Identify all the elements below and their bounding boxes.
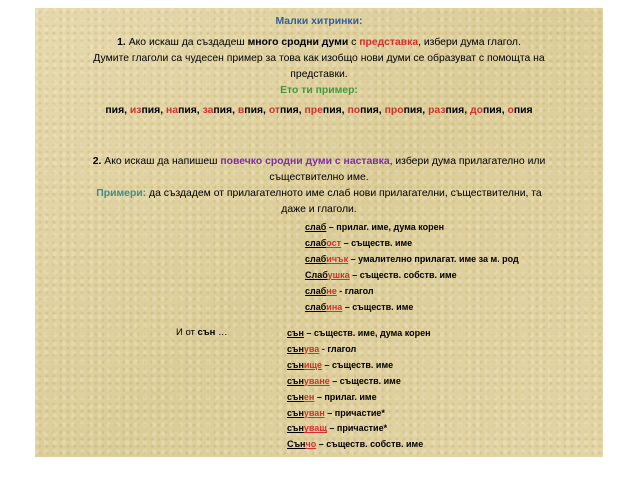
verb-example — [166, 105, 200, 116]
word-suffix: ище — [303, 359, 323, 370]
word-suffix: ичък — [326, 254, 349, 264]
verb-root: пия — [445, 105, 465, 116]
word-root: слаб — [305, 254, 327, 264]
word-description: – съществ. име — [329, 375, 401, 386]
san-intro-word: сън — [197, 327, 216, 338]
tip-2-line-2: съществително име. — [269, 172, 369, 183]
list-item — [305, 253, 519, 265]
verb-example — [105, 105, 127, 116]
verb-prefix: о — [507, 105, 514, 116]
word-root: сън — [287, 391, 304, 402]
tip-2-text-a: Ако искаш да напишеш — [101, 156, 221, 167]
word-root: Слаб — [305, 270, 328, 280]
tip-1-keyword: представка — [359, 37, 419, 48]
word-root: слаб — [305, 222, 327, 232]
tip-2-text-b: , избери дума прилагателно или — [389, 156, 546, 167]
word-suffix: ушка — [327, 270, 350, 280]
word-root: сън — [287, 328, 304, 338]
word-description: – умалително прилагат. име за м. род — [348, 254, 519, 264]
slide — [35, 8, 603, 457]
tip-1-text-a: Ако искаш да създадеш — [125, 37, 248, 48]
tip-1-line-2: Думите глаголи са чудесен пример за това как изобщо нови думи се образуват с помощта на — [93, 53, 545, 64]
word-description: – причастие* — [324, 407, 385, 418]
verb-example — [130, 105, 163, 116]
word-root: сън — [287, 375, 304, 386]
verb-prefix: до — [470, 105, 483, 116]
list-item — [305, 301, 413, 313]
word-root: слаб — [305, 286, 327, 296]
tip-2-keyword: повечко сродни думи с наставка — [220, 156, 390, 167]
list-item — [305, 269, 457, 281]
verb-root: пия — [360, 105, 379, 116]
verb-example — [203, 105, 235, 116]
word-suffix: уване — [303, 375, 330, 386]
list-item — [287, 422, 387, 434]
word-description: – съществ. име — [341, 238, 413, 248]
verb-example — [470, 105, 505, 116]
verb-example — [305, 105, 345, 116]
tip-1-line-1 — [35, 37, 603, 49]
verb-root: пия — [105, 105, 125, 116]
verb-separator: , — [232, 105, 236, 116]
list-item — [305, 285, 374, 297]
word-description: – причастие* — [326, 423, 388, 434]
list-item — [287, 391, 377, 403]
verb-separator: , — [341, 105, 345, 116]
verb-root: пия — [403, 105, 423, 116]
tip-1-highlight: много сродни думи — [247, 37, 349, 48]
word-root: слаб — [305, 302, 327, 312]
word-description: – прилаг. име, дума корен — [326, 222, 445, 232]
tip-2-line-3-text: да създадем от прилагателното име слаб нови прилагателни, съществителни, та — [146, 188, 542, 199]
verb-example — [385, 105, 426, 116]
list-item — [287, 407, 385, 419]
verb-example — [238, 105, 266, 116]
verb-root: пия — [141, 105, 161, 116]
verb-root: пия — [322, 105, 342, 116]
verb-example — [269, 105, 302, 116]
verb-prefix: по — [347, 105, 361, 116]
verb-prefix: пре — [304, 105, 323, 116]
verb-prefix: из — [129, 105, 142, 116]
tip-1-text-c: , избери дума глагол. — [418, 37, 521, 48]
word-description: – съществ. име — [322, 359, 394, 370]
word-root: сън — [287, 343, 304, 354]
word-description: – съществ. собств. име — [349, 270, 457, 280]
verb-prefix: в — [237, 105, 245, 116]
examples-label: Примери: — [96, 188, 147, 199]
verb-prefix: на — [166, 105, 179, 116]
verb-root: пия — [244, 105, 264, 116]
verb-separator: , — [196, 105, 200, 116]
san-intro-post: … — [215, 327, 228, 338]
verb-root: пия — [178, 105, 197, 116]
word-root: сън — [287, 359, 304, 370]
word-suffix: уван — [303, 407, 325, 418]
word-suffix: уващ — [303, 423, 327, 434]
list-item — [305, 221, 444, 233]
list-item — [287, 343, 356, 355]
verb-separator: , — [298, 105, 302, 116]
list-item — [287, 327, 431, 339]
verb-example — [347, 105, 381, 116]
tip-2-number: 2. — [92, 156, 102, 167]
example-label: Ето ти пример: — [280, 85, 358, 96]
word-description: – съществ. собств. име — [316, 439, 424, 450]
word-description: - глагол — [319, 343, 357, 354]
verb-separator: , — [464, 105, 468, 116]
word-suffix: ен — [303, 391, 315, 402]
tip-2-line-1 — [35, 156, 603, 168]
word-suffix: ина — [326, 302, 343, 312]
word-root: сън — [287, 407, 304, 418]
word-description: – съществ. име, дума корен — [303, 328, 431, 338]
word-description: – прилаг. име — [314, 391, 377, 402]
verb-separator: , — [124, 105, 128, 116]
list-item — [305, 237, 412, 249]
verb-separator: , — [160, 105, 164, 116]
list-item — [287, 375, 401, 387]
tip-2-line-3 — [35, 188, 603, 200]
verb-example — [507, 105, 532, 116]
word-suffix: чо — [305, 439, 317, 450]
word-root: Сън — [287, 439, 306, 450]
verb-prefix: за — [202, 105, 214, 116]
verb-root: пия — [482, 105, 502, 116]
tip-1-number: 1. — [117, 37, 126, 48]
word-root: сън — [287, 423, 304, 434]
word-description: – съществ. име — [342, 302, 414, 312]
list-item — [287, 438, 423, 450]
verb-root: пия — [513, 105, 533, 116]
tip-1-text-b: с — [348, 37, 360, 48]
word-suffix: ува — [303, 343, 320, 354]
tip-2-line-4: даже и глаголи. — [281, 204, 357, 215]
word-description: - глагол — [336, 286, 374, 296]
verb-examples — [35, 105, 603, 117]
verb-prefix: раз — [428, 105, 446, 116]
slide-title: Малки хитринки: — [275, 16, 363, 27]
word-suffix: ост — [326, 238, 342, 248]
verb-separator: , — [378, 105, 382, 116]
verb-separator: , — [501, 105, 505, 116]
verb-prefix: от — [268, 105, 280, 116]
san-intro — [176, 327, 228, 339]
list-item — [287, 359, 393, 371]
verb-prefix: про — [384, 105, 404, 116]
tip-1-line-3: представки. — [290, 69, 348, 80]
word-suffix: не — [326, 286, 337, 296]
verb-separator: , — [263, 105, 266, 116]
verb-root: пия — [280, 105, 299, 116]
verb-separator: , — [422, 105, 426, 116]
word-root: слаб — [305, 238, 327, 248]
verb-root: пия — [213, 105, 233, 116]
verb-example — [428, 105, 467, 116]
san-intro-pre: И от — [176, 327, 198, 338]
